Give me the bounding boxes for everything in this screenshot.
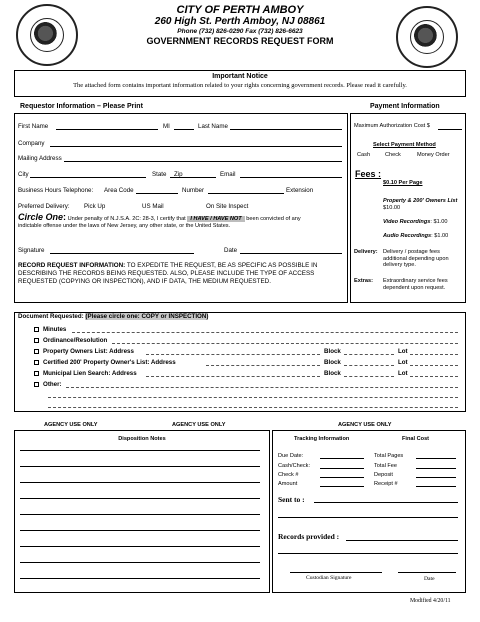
city-name: CITY OF PERTH AMBOY <box>176 4 304 16</box>
cash-check-label: Cash/Check: <box>278 463 311 469</box>
instr-text: TO EXPEDITE THE REQUEST, BE AS SPECIFIC AS POSSIBLE IN DESCRIBING THE RECORDS BEING REQUESTED. ALSO, PLEASE INCLUDE THE TYPE OF ACCESS REQUESTED (COPYING OR INSPECTION), AND IF DATA, THE MEDIUM REQUESTED. <box>18 262 318 285</box>
disposition-line[interactable] <box>20 530 260 531</box>
block-line[interactable] <box>344 365 394 366</box>
lot-label: Lot <box>398 348 408 355</box>
city-seal-left <box>16 4 78 66</box>
block-label: Block <box>324 370 341 377</box>
email-input[interactable] <box>240 177 342 178</box>
disposition-line[interactable] <box>20 498 260 499</box>
select-method-label: Select Payment Method <box>373 142 436 148</box>
pay-cash[interactable]: Cash <box>357 152 371 158</box>
ordinance-line[interactable] <box>112 343 458 344</box>
fee-property-owners: Property & 200' Owners List $10.00 <box>383 198 458 211</box>
disposition-line[interactable] <box>20 578 260 579</box>
document-requested: Document Requested: (Please circle one: COPY or INSPECTION) <box>18 313 209 320</box>
minutes-line[interactable] <box>72 332 458 333</box>
area-code-label: Area Code <box>104 187 134 194</box>
lot-label: Lot <box>398 370 408 377</box>
other-line-3[interactable] <box>48 407 458 408</box>
fees-label: Fees : <box>355 169 382 179</box>
city-seal-right <box>396 6 458 68</box>
fee-audio: Audio Recordings: $1.00 <box>383 233 449 239</box>
checkbox-icon[interactable] <box>34 338 39 343</box>
copy-inspection-choice[interactable]: (Please circle one: COPY or INSPECTION) <box>85 313 209 320</box>
checkbox-icon[interactable] <box>34 371 39 376</box>
amount-input[interactable] <box>320 486 364 487</box>
block-line[interactable] <box>344 354 394 355</box>
block-label: Block <box>324 348 341 355</box>
disposition-line[interactable] <box>20 450 260 451</box>
block-label: Block <box>324 359 341 366</box>
area-code-input[interactable] <box>136 193 178 194</box>
company-label: Company <box>18 140 45 147</box>
city-phone: Phone (732) 826-0290 Fax (732) 826-6623 <box>177 28 303 35</box>
agency-use-only-2: AGENCY USE ONLY <box>172 422 226 428</box>
certify-text-b: been convicted of any <box>246 216 301 222</box>
doc-item-ordinance[interactable]: Ordinance/Resolution <box>34 337 107 344</box>
delivery-label: Delivery: <box>354 249 378 255</box>
have-not-choice[interactable]: I HAVE / HAVE NOT <box>187 216 244 222</box>
total-pages-input[interactable] <box>416 458 456 459</box>
requestor-heading: Requestor Information – Please Print <box>20 103 143 110</box>
block-line[interactable] <box>344 376 394 377</box>
disposition-title: Disposition Notes <box>118 436 166 442</box>
notice-box <box>14 70 466 97</box>
preferred-delivery-label: Preferred Delivery: <box>18 203 70 210</box>
lot-line[interactable] <box>410 354 458 355</box>
city-address: 260 High St. Perth Amboy, NJ 08861 <box>154 16 326 27</box>
company-input[interactable] <box>50 146 342 147</box>
doc-item-lien-search[interactable]: Municipal Lien Search: Address <box>34 370 137 377</box>
payment-heading: Payment Information <box>370 103 440 110</box>
pay-check[interactable]: Check <box>385 152 401 158</box>
agency-use-only-1: AGENCY USE ONLY <box>44 422 98 428</box>
tracking-title: Tracking Information <box>294 436 350 442</box>
extras-label: Extras: <box>354 278 373 284</box>
zip-input[interactable] <box>186 177 216 178</box>
mi-label: MI <box>163 123 170 130</box>
number-label: Number <box>182 187 205 194</box>
business-phone-label: Business Hours Telephone: <box>18 187 94 194</box>
mailing-label: Mailing Address <box>18 155 62 162</box>
sent-to-line-2[interactable] <box>278 517 458 518</box>
records-provided-line-2[interactable] <box>278 553 458 554</box>
property-owners-address-line[interactable] <box>146 354 320 355</box>
extras-text: Extraordinary service fees dependent upon request. <box>383 278 448 291</box>
cash-check-input[interactable] <box>320 468 364 469</box>
pickup-option[interactable]: Pick Up <box>84 203 106 210</box>
other-line-2[interactable] <box>48 397 458 398</box>
checkbox-icon[interactable] <box>34 349 39 354</box>
receipt-input[interactable] <box>416 486 456 487</box>
us-mail-option[interactable]: US Mail <box>142 203 164 210</box>
total-fee-input[interactable] <box>416 468 456 469</box>
sent-to-input[interactable] <box>314 502 458 503</box>
custodian-date-label: Date <box>424 576 435 582</box>
doc-item-minutes[interactable]: Minutes <box>34 326 66 333</box>
notice-text: The attached form contains important information related to your rights concerning government records. Please read it carefully. <box>73 82 407 89</box>
checkbox-icon[interactable] <box>34 382 39 387</box>
last-name-label: Last Name <box>198 123 228 130</box>
header-block <box>90 4 390 46</box>
record-request-info <box>18 262 344 286</box>
lot-line[interactable] <box>410 365 458 366</box>
other-line-1[interactable] <box>66 387 458 388</box>
modified-date: Modified 4/20/11 <box>410 598 451 604</box>
disposition-line[interactable] <box>20 514 260 515</box>
check-no-label: Check # <box>278 472 299 478</box>
city-label: City <box>18 171 29 178</box>
check-no-input[interactable] <box>320 477 364 478</box>
lien-address-line[interactable] <box>146 376 320 377</box>
number-input[interactable] <box>208 193 284 194</box>
signature-input[interactable] <box>50 253 194 254</box>
state-label: State <box>152 171 167 178</box>
custodian-signature-label: Custodian Signature <box>306 575 352 581</box>
doc-item-other[interactable]: Other: <box>34 381 62 388</box>
custodian-signature-input[interactable] <box>290 572 382 573</box>
fee-per-page: $0.10 Per Page <box>383 180 423 186</box>
email-label: Email <box>220 171 236 178</box>
onsite-option[interactable]: On Site Inspect <box>206 203 249 210</box>
mailing-input[interactable] <box>64 161 342 162</box>
receipt-label: Receipt # <box>374 481 398 487</box>
first-name-input[interactable] <box>56 129 158 130</box>
records-provided-input[interactable] <box>346 540 458 541</box>
last-name-input[interactable] <box>230 129 342 130</box>
custodian-date-input[interactable] <box>398 572 456 573</box>
doc-item-property-owners[interactable]: Property Owners List: Address <box>34 348 134 355</box>
pay-money-order[interactable]: Money Order <box>417 152 450 158</box>
disposition-line[interactable] <box>20 562 260 563</box>
doc-item-certified-200[interactable]: Certified 200' Property Owner's List: Address <box>34 359 176 366</box>
final-cost-title: Final Cost <box>402 436 430 442</box>
fee-video: Video Recordings: $1.00 <box>383 219 448 225</box>
certify-text-a: Under penalty of N.J.S.A. 2C: 28-3, I certify that <box>67 216 186 222</box>
disposition-box <box>14 430 270 593</box>
checkbox-icon[interactable] <box>34 327 39 332</box>
certify-text-c: indictable offense under the laws of New Jersey, any other state, or the United States. <box>18 223 231 229</box>
agency-use-only-3: AGENCY USE ONLY <box>338 422 392 428</box>
disposition-line[interactable] <box>20 546 260 547</box>
checkbox-icon[interactable] <box>34 360 39 365</box>
total-pages-label: Total Pages <box>374 453 404 459</box>
lot-label: Lot <box>398 359 408 366</box>
instr-title: RECORD REQUEST INFORMATION: <box>18 262 126 269</box>
zip-label: Zip <box>174 171 183 178</box>
date-label: Date <box>224 247 238 254</box>
amount-label: Amount <box>278 481 298 487</box>
due-date-input[interactable] <box>320 458 364 459</box>
certification: Circle One: Under penalty of N.J.S.A. 2C: 28-3, I certify that I HAVE / HAVE NOT been convicted of any indictable offense under the laws of New Jersey, any other state, or the United States. <box>18 213 346 230</box>
form-title: GOVERNMENT RECORDS REQUEST FORM <box>146 36 334 46</box>
circle-one-label: Circle One <box>18 212 64 222</box>
notice-title: Important Notice <box>212 73 268 80</box>
certified-address-line[interactable] <box>206 365 320 366</box>
delivery-text: Delivery / postage fees additional depending upon delivery type. <box>383 249 449 268</box>
lot-line[interactable] <box>410 376 458 377</box>
disposition-line[interactable] <box>20 482 260 483</box>
max-cost-label: Maximum Authorization Cost $ <box>354 123 430 129</box>
city-input[interactable] <box>30 177 146 178</box>
date-input[interactable] <box>240 253 342 254</box>
extension-label: Extension <box>286 187 314 194</box>
sent-to-label: Sent to : <box>278 495 305 504</box>
deposit-label: Deposit <box>374 472 393 478</box>
deposit-input[interactable] <box>416 477 456 478</box>
records-provided-label: Records provided : <box>278 532 340 541</box>
total-fee-label: Total Fee <box>374 463 398 469</box>
signature-label: Signature <box>18 247 45 254</box>
first-name-label: First Name <box>18 123 49 130</box>
mi-input[interactable] <box>174 129 194 130</box>
disposition-line[interactable] <box>20 466 260 467</box>
max-cost-input[interactable] <box>438 129 462 130</box>
due-date-label: Due Date: <box>278 453 304 459</box>
